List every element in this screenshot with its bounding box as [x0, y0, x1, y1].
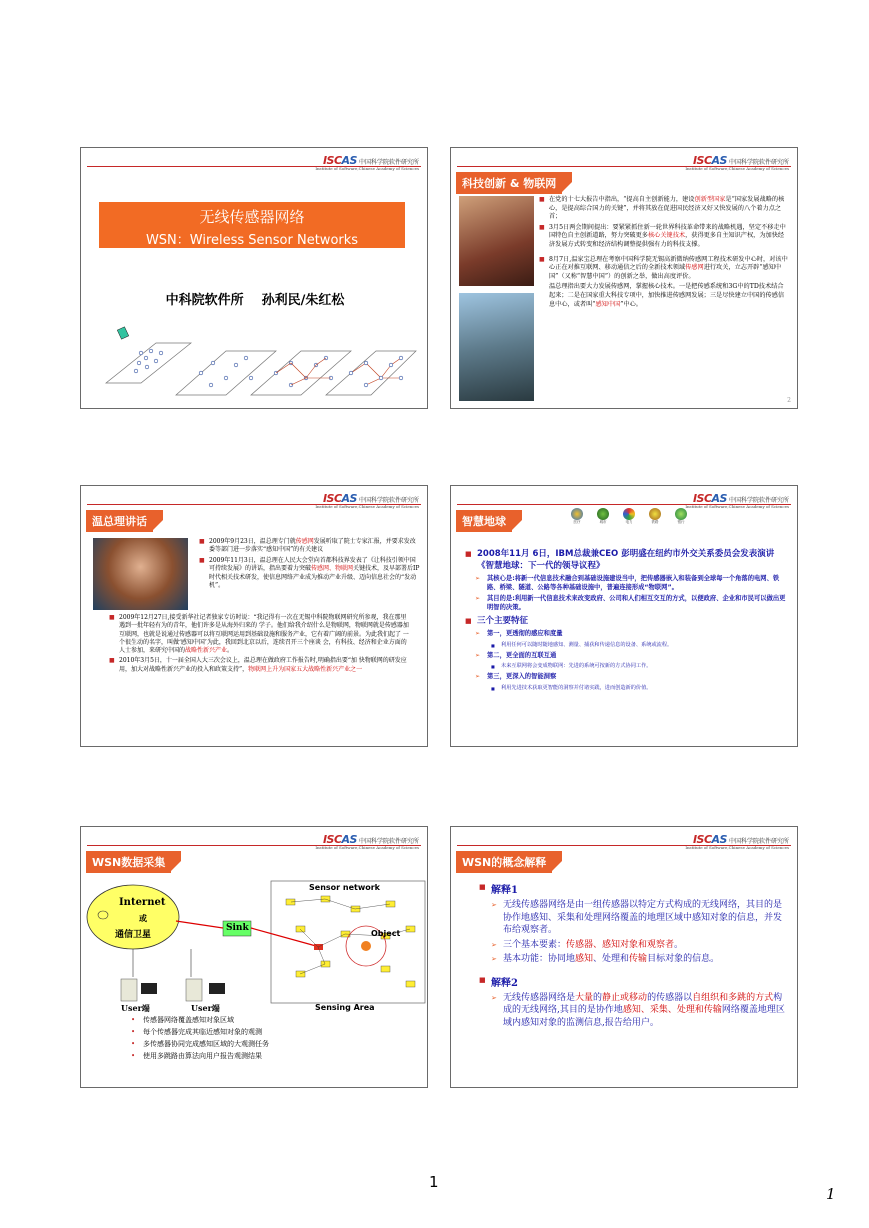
slide-title — [80, 147, 428, 409]
cloud-label-satellite: 通信卫星 — [115, 930, 152, 940]
logo: ISCAS 中国科学院软件研究所 Institute of Software,Chinese Academy of Sciences — [315, 154, 419, 171]
logo: ISCAS 中国科学院软件研究所 Institute of Software,Chinese Academy of Sciences — [315, 492, 419, 509]
slide-header: WSN数据采集 — [86, 851, 171, 873]
list-item: ■ 2009年9月23日，温总理专门就传感网发展听取了院士专家汇报，并要求发改委等部门进一步落实“感知中国”的有关建议 — [199, 538, 421, 555]
monitor-1 — [141, 983, 157, 994]
slide-wsn-concept — [450, 826, 798, 1088]
cloud-label-or: 或 — [139, 913, 147, 923]
list-item: • 传感器网络覆盖感知对象区域 — [131, 1014, 269, 1026]
bank-icon: 银行 — [673, 508, 689, 525]
slide-header: 智慧地球 — [456, 510, 512, 532]
sink-label: Sink — [226, 923, 249, 933]
list-item: • 使用多跳路由算法向用户报告观测结果 — [131, 1050, 269, 1062]
railway-icon: 铁路 — [647, 508, 663, 525]
slide-header: 温总理讲话 — [86, 510, 153, 532]
title-cn: 无线传感器网络 — [199, 208, 305, 226]
list-item: ■ 2009年12月27日,接受新华社记者独家专访时说：“我记得有一次在无锡中科院物联网研究所参观，我在那里遇到一批年轻有为的青年，他们许多是从海外归来的 学子。他们给我介绍什么是物联网，物联网就是传感器加互联网，也就是说通过传感器可以将互联网运用到基础设施和服务产业，它有着广阔的前景。为此我们起了 一个很生动的名字，叫做‘感知中国’为此，我回到北京以后，连续召开三个座谈 会，有科技、经济和企业方面的人士参加，来研究中国的战略性新兴产业。 — [109, 614, 409, 655]
logo: ISCAS 中国科学院软件研究所 Institute of Software,Chinese Academy of Sciences — [685, 154, 789, 171]
server-1 — [121, 979, 137, 1001]
paragraph: 温总理指出要大力发展传感网，掌握核心技术。一是把传感系统和3G中的TD技术结合起来；二是在国家重大科技专项中，加快推进传感网发展；三是尽快建立中国的传感信息中心，或者叫“感知中国”中心。 — [549, 283, 785, 308]
feature-1: ➢ 第一，更透彻的感应和度量 — [465, 630, 787, 639]
slide-wsn-data-collection — [80, 826, 428, 1088]
slide3-bottom-text — [109, 614, 409, 676]
list-item: ■ 2010年3月5日，十一届全国人大三次会议上，温总理在做政府工作报告时,明确指出要“加 快物联网的研发应用，加大对战略性新兴产业的投入和政策支持”，物联网上升为国家五大战略性新兴产业之一 — [109, 657, 409, 674]
wsn-bullets — [131, 1014, 269, 1062]
definition-1: ➢ 无线传感器网络是由一组传感器以特定方式构成的无线网络，其目的是协作地感知、采集和处理网络覆盖的地理区域中感知对象的信息，并发布给观察者。 — [479, 899, 787, 937]
three-features: ■ 三个主要特征 — [465, 615, 787, 627]
definition-2: ➢ 无线传感器网络是大量的静止或移动的传感器以自组织和多跳的方式构成的无线网络,其目的是协作地感知、采集、处理和传输网络覆盖地理区域内感知对象的监测信息,报告给用户。 — [479, 992, 787, 1030]
definition-2-heading: ■ 解释2 — [479, 974, 787, 989]
user-label-2: User端 — [191, 1003, 220, 1013]
medical-icon: 医疗 — [569, 508, 585, 525]
user-label-1: User端 — [121, 1003, 150, 1013]
slide-header: WSN的概念解释 — [456, 851, 552, 873]
title-box — [99, 202, 405, 248]
basic-function: ➢ 基本功能：协同地感知、处理和传输目标对象的信息。 — [479, 953, 787, 966]
sensor-planes-illustration — [101, 323, 421, 403]
slide-smarter-planet — [450, 485, 798, 747]
three-elements: ➢ 三个基本要素：传感器、感知对象和观察者。 — [479, 939, 787, 952]
feature-2-desc: ■ 未来互联网将会变成物联网：先进的系统可按新的方式协同工作。 — [465, 663, 787, 670]
slide-innovation — [450, 147, 798, 409]
page-number-center: 1 — [429, 1173, 439, 1191]
photo-speaker — [459, 196, 534, 286]
slide3-top-text — [199, 538, 421, 592]
feature-3-desc: ■ 利用先进技术获取更智能的洞察并付诸实践，进而创造新的价值。 — [465, 685, 787, 692]
feature-2: ➢ 第二，更全面的互联互通 — [465, 652, 787, 661]
photo-visit — [459, 293, 534, 401]
power-icon: 电力 — [621, 508, 637, 525]
monitor-2 — [209, 983, 225, 994]
logo: ISCAS 中国科学院软件研究所 Institute of Software,Chinese Academy of Sciences — [685, 492, 789, 509]
list-item: ■ 8月7日,温家宝总理在考察中国科学院无锡高新微纳传感网工程技术研发中心时，对该中心正在对推互联网、移动通信之后的全新技术领域传感网进行攻关，立志开辟“感知中国”（又称“智慧中国”）的创新之举，做出高度评价。 — [539, 256, 789, 282]
photo-premier — [93, 538, 188, 610]
sensor-network-label: Sensor network — [309, 883, 380, 892]
title-en: WSN：Wireless Sensor Networks — [145, 233, 359, 248]
list-item: • 每个传感器完成其临近感知对象的观测 — [131, 1026, 269, 1038]
slide-premier-speech — [80, 485, 428, 747]
slide2-text — [539, 196, 789, 309]
server-2 — [186, 979, 202, 1001]
ibm-speech: ■ 2008年11月 6日，IBM总裁兼CEO 彭明盛在纽约市外交关系委员会发表演讲《智慧地球：下一代的领导议程》 — [465, 548, 787, 572]
object-label: Object — [371, 929, 401, 938]
logo: ISCAS 中国科学院软件研究所 Institute of Software,Chinese Academy of Sciences — [315, 833, 419, 850]
wsn-diagram — [81, 871, 428, 1013]
cloud-label-internet: Internet — [119, 897, 166, 908]
author: 中科院软件所 孙利民/朱红松 — [165, 293, 345, 308]
slide-header: 科技创新 & 物联网 — [456, 172, 562, 194]
purpose-point: ➢ 其目的是:利用新一代信息技术来改变政府、公司和人们相互交互的方式，以便政府、企业和市民可以做出更明智的决策。 — [465, 595, 787, 612]
city-icon: 城市 — [595, 508, 611, 525]
page-number-corner: 1 — [826, 1185, 836, 1203]
page-number: 2 — [787, 397, 791, 404]
logo: ISCAS 中国科学院软件研究所 Institute of Software,Chinese Academy of Sciences — [685, 833, 789, 850]
icon-row — [569, 508, 689, 525]
list-item: ■ 在党的十七大报告中指出，“提高自主创新能力，建设创新型国家是“国家发展战略的核心，是提高综合国力的关键”，并将其放在促进国民经济又好又快发展的八个着力点之首； — [539, 196, 789, 222]
feature-3: ➢ 第三，更深入的智能洞察 — [465, 673, 787, 682]
list-item: ■ 2009年11月3日，温总理在人民大会堂向首都科技界发表了《让科技引领中国可持续发展》的讲话，指出要着力突破传感网、物联网关键技术，及早部署后IP时代相关技术研发，使信息网络产业成为推动产业升级、迈向信息社会的“发动机”。 — [199, 557, 421, 591]
definition-1-heading: ■ 解释1 — [479, 881, 787, 896]
list-item: ■ 3月5日两会期间提出：要紧紧抓住新一轮世界科技革命带来的战略机遇，坚定不移走中国特色自主创新道路，努力突破更多核心关键技术，获得更多自主知识产权，为加快经济发展方式转变和经济结构调整提供强有力的科技支撑。 — [539, 224, 789, 250]
sensing-area-label: Sensing Area — [315, 1003, 375, 1012]
core-point: ➢ 其核心是:将新一代信息技术融合到基础设施建设当中，把传感器嵌入和装备到全球每一个角落的电网、铁路、桥梁、隧道、公路等各种基础设施中，普遍连接形成“物联网”。 — [465, 575, 787, 592]
list-item: • 多传感器协同完成感知区域的大观测任务 — [131, 1038, 269, 1050]
feature-1-desc: ■ 利用任何可以随时随地感知、测量、捕获和传递信息的设备、系统或流程。 — [465, 642, 787, 649]
